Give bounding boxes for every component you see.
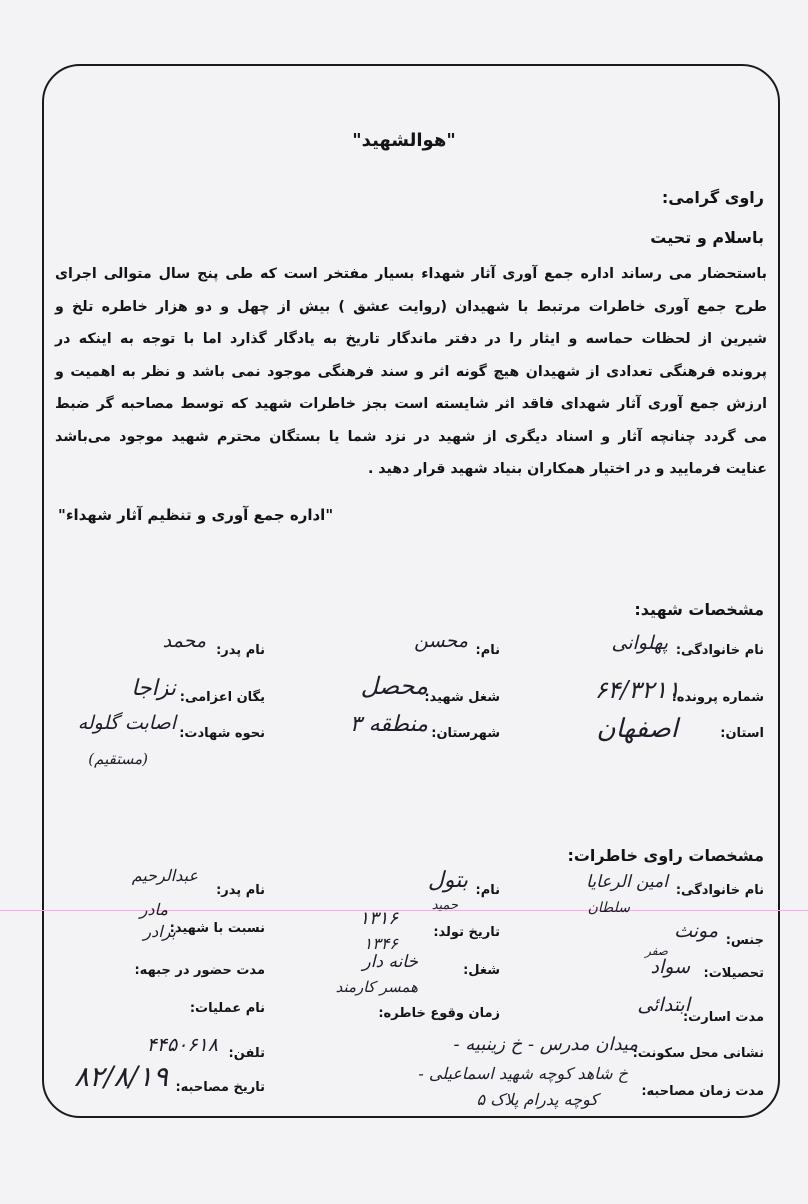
narrator-birth-date-value-2: ۱۳۴۶ [363, 934, 398, 953]
narrator-gender-label: جنس: [725, 933, 764, 948]
martyr-first-name-value: محسن [414, 630, 468, 652]
narrator-memory-time-label: زمان وقوع خاطره: [378, 1006, 500, 1021]
letter-body [55, 258, 767, 486]
martyr-unit-label: یگان اعزامی: [179, 690, 265, 705]
martyr-martyrdom-manner-value-2: (مستقیم) [88, 750, 148, 768]
narrator-address-value-2: خ شاهد کوچه شهید اسماعیلی - [418, 1064, 628, 1083]
martyr-unit-value: نزاجا [131, 676, 176, 701]
narrator-memory-time-value: همسر کارمند [335, 978, 418, 996]
narrator-education-value: سواد [650, 956, 690, 978]
narrator-captivity-value: ابتدائی [637, 994, 690, 1016]
narrator-interview-date-value: ۸۲/۸/۱۹ [73, 1060, 168, 1093]
martyr-first-name-label: نام: [475, 643, 500, 658]
greeting: باسلام و تحیت [650, 228, 764, 247]
martyr-father-name-label: نام پدر: [216, 643, 265, 658]
narrator-address-value-3: کوچه پدرام پلاک ۵ [476, 1090, 598, 1109]
martyr-father-name-value: محمد [162, 630, 206, 652]
narrator-first-name-value: بتول [427, 868, 468, 893]
martyr-file-number-label: شماره پرونده: [671, 690, 764, 705]
narrator-job-value: خانه دار [362, 952, 418, 972]
narrator-father-name-label: نام پدر: [216, 883, 265, 898]
narrator-interview-date-label: تاریخ مصاحبه: [175, 1080, 265, 1095]
letter-line: طرح جمع آوری خاطرات مرتبط با شهیدان (روایت عشق ) بیش از چهل و دو هزار خاطره تلخ و [55, 298, 767, 315]
martyr-province-label: استان: [720, 726, 764, 741]
narrator-address-label: نشانی محل سکونت: [632, 1046, 764, 1061]
martyr-family-name-label: نام خانوادگی: [675, 643, 764, 658]
narrator-education-label: تحصیلات: [703, 966, 764, 981]
letter-line: پرونده فرهنگی تعدادی از شهیدان هیچ گونه اثر و سند فرهنگی موجود نمی باشد و نظر به اهمیت و [55, 363, 767, 380]
narrator-address-value: میدان مدرس - خ زینبیه - [453, 1034, 638, 1055]
martyr-family-name-value: پهلوانی [611, 632, 668, 654]
narrator-first-name-value-2: حمید [431, 898, 458, 913]
letter-line: شیرین از لحظات حماسه و ایثار را در دفتر ماندگار تاریخ به یادگار گذارد اما با توجه به اینکه در [55, 331, 767, 347]
narrator-interview-duration-label: مدت زمان مصاحبه: [641, 1084, 764, 1099]
narrator-gender-value: مونث [674, 920, 718, 942]
martyr-martyrdom-manner-value: اصابت گلوله [77, 712, 176, 734]
narrator-family-name-value-2: سلطان [587, 900, 630, 916]
narrator-front-duration-label: مدت حضور در جبهه: [134, 963, 265, 978]
narrator-first-name-label: نام: [475, 883, 500, 898]
martyr-file-number-value: ۶۴/۳۲۱۱ [594, 676, 680, 704]
scan-artifact-line [0, 910, 808, 911]
letter-line: باستحضار می رساند اداره جمع آوری آثار شهداء بسیار مفتخر است که طی پنج سال متوالی اجرای [55, 266, 767, 282]
narrator-captivity-label: مدت اسارت: [682, 1010, 764, 1025]
narrator-family-name-label: نام خانوادگی: [675, 883, 764, 898]
narrator-family-name-value: امین الرعایا [586, 872, 668, 892]
page-title: "هوالشهید" [352, 130, 456, 151]
martyr-city-label: شهرستان: [431, 726, 500, 741]
martyr-city-value: منطقه ۳ [349, 712, 428, 737]
salutation: راوی گرامی: [661, 188, 764, 207]
martyr-martyrdom-manner-label: نحوه شهادت: [179, 726, 265, 741]
martyr-occupation-label: شغل شهید: [424, 690, 500, 705]
martyr-heading: مشخصات شهید: [634, 600, 764, 619]
narrator-birth-date-label: تاریخ تولد: [433, 925, 500, 940]
letter-line: می گردد چنانچه آثار و اسناد دیگری از شهید در نزد شما یا بستگان محترم شهید موجود می‌باشد [55, 428, 767, 445]
letter-signature: "اداره جمع آوری و تنظیم آثار شهداء" [58, 506, 334, 524]
letter-line: ارزش جمع آوری آثار شهدای فاقد اثر شایسته است بجز خاطرات شهید که توسط مصاحبه گر ضبط [55, 396, 767, 412]
martyr-province-value: اصفهان [596, 714, 678, 744]
narrator-operation-label: نام عملیات: [189, 1001, 265, 1016]
narrator-relation-value: مادر [139, 900, 168, 919]
narrator-phone-value: ۴۴۵۰۶۱۸ [146, 1034, 218, 1056]
narrator-heading: مشخصات راوی خاطرات: [567, 846, 764, 865]
narrator-father-name-value: عبدالرحیم [131, 866, 198, 885]
narrator-job-label: شغل: [463, 963, 500, 978]
martyr-occupation-value: محصل [360, 672, 428, 700]
letter-line: عنایت فرمایید و در اختیار همکاران بنیاد شهید قرار دهید . [367, 461, 767, 477]
narrator-phone-label: تلفن: [228, 1046, 265, 1061]
narrator-birth-date-value: ۱۳۱۶ [359, 908, 398, 929]
narrator-relation-label: نسبت با شهید: [169, 921, 265, 936]
narrator-relation-value-2: برادر [143, 922, 176, 941]
narrator-education-value-2: صفر [645, 944, 668, 958]
